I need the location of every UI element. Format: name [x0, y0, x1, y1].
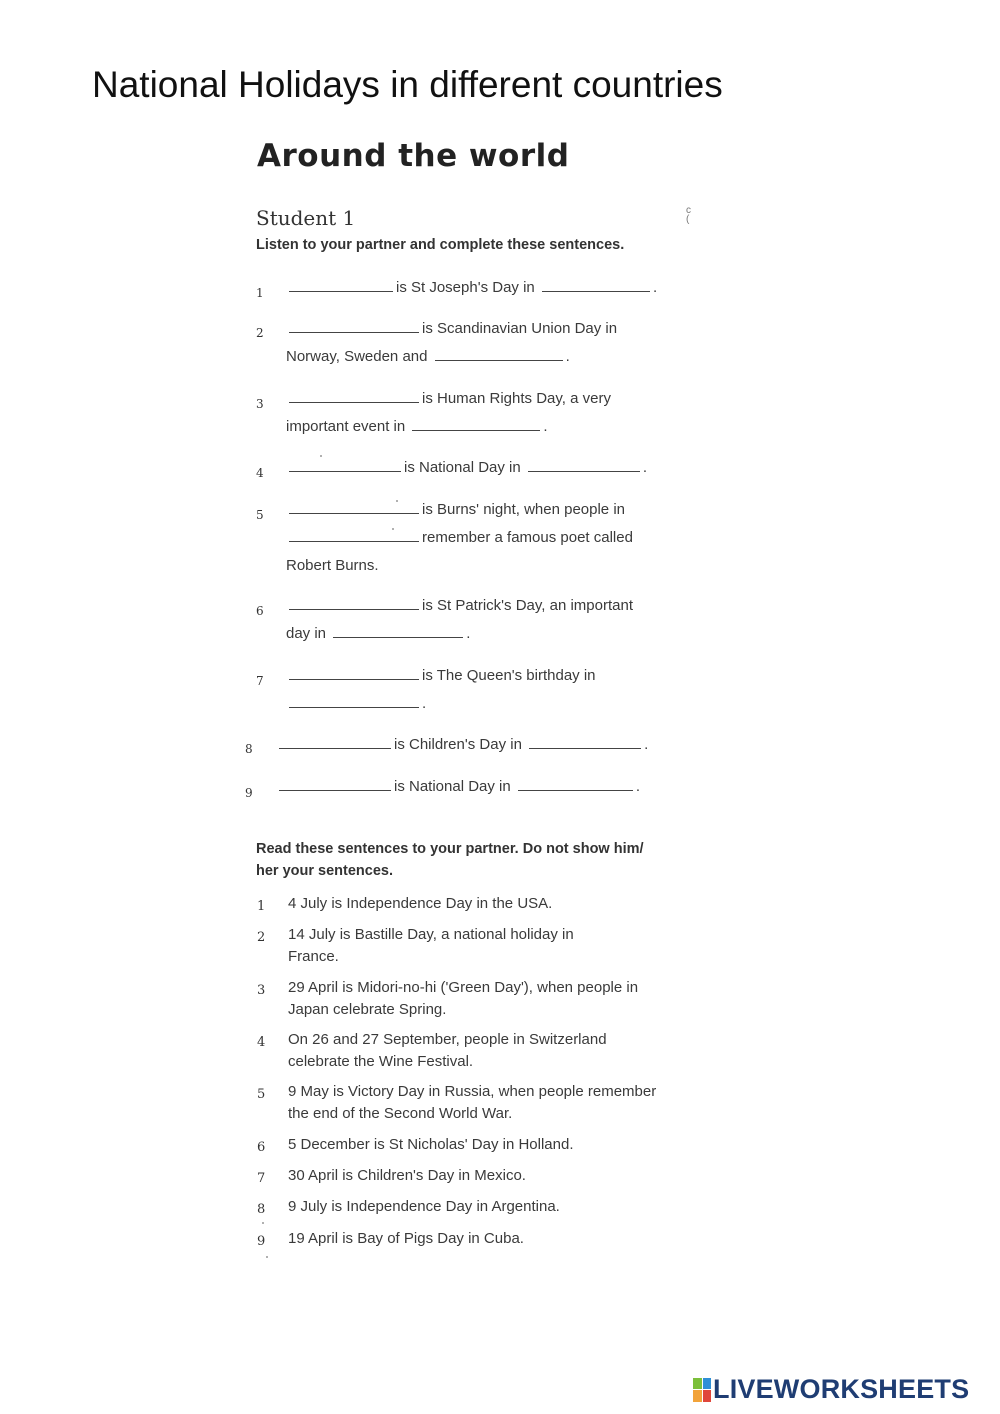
answer-text: 19 April is Bay of Pigs Day in Cuba.: [288, 1230, 524, 1247]
answer-4: [288, 1029, 607, 1073]
answer-3: [288, 977, 638, 1021]
question-text: .: [565, 348, 570, 365]
answer-9: [288, 1228, 524, 1250]
answer-text: 9 July is Independence Day in Argentina.: [288, 1198, 560, 1215]
instruction-listen: Listen to your partner and complete these sentences.: [256, 237, 625, 253]
answer-blank[interactable]: [289, 331, 419, 333]
question-text: remember a famous poet called: [422, 529, 633, 546]
answer-text: 30 April is Children's Day in Mexico.: [288, 1167, 526, 1184]
answer-text: 4 July is Independence Day in the USA.: [288, 895, 553, 912]
instruction-read-line: her your sentences.: [256, 863, 393, 879]
question-text: is The Queen's birthday in: [422, 667, 596, 684]
answer-blank[interactable]: [528, 470, 640, 472]
question-number: 5: [256, 508, 264, 522]
question-text: is National Day in: [404, 459, 521, 476]
question-text: is St Patrick's Day, an important: [422, 597, 633, 614]
scan-speck: [262, 1222, 264, 1224]
answer-text: Japan celebrate Spring.: [288, 1001, 447, 1018]
answer-number: 5: [257, 1087, 266, 1102]
answer-blank[interactable]: [289, 512, 419, 514]
answer-text: 14 July is Bastille Day, a national holiday in: [288, 926, 574, 943]
question-1: [286, 274, 657, 302]
question-number: 2: [256, 326, 264, 340]
question-number: 8: [245, 742, 253, 756]
question-text: is Children's Day in: [394, 736, 522, 753]
answer-blank[interactable]: [529, 747, 641, 749]
scan-speck: [266, 1256, 268, 1258]
instruction-read: [256, 838, 644, 882]
answer-blank[interactable]: [279, 789, 391, 791]
answer-2: [288, 924, 574, 968]
answer-number: 7: [257, 1171, 266, 1186]
scan-speck: [320, 455, 322, 457]
answer-blank[interactable]: [289, 470, 401, 472]
instruction-read-line: Read these sentences to your partner. Do not show him/: [256, 841, 644, 857]
question-text: day in: [286, 625, 327, 642]
question-text: is Human Rights Day, a very: [422, 390, 611, 407]
liveworksheets-logo: [693, 1374, 969, 1405]
answer-number: 6: [257, 1140, 266, 1155]
answer-text: 9 May is Victory Day in Russia, when people remember: [288, 1083, 657, 1100]
answer-number: 8: [257, 1202, 266, 1217]
question-7: [286, 662, 596, 718]
question-3: [286, 385, 611, 441]
question-text: .: [644, 736, 649, 753]
answer-blank[interactable]: [435, 359, 563, 361]
question-text: is St Joseph's Day in: [396, 279, 535, 296]
question-8: [276, 731, 648, 759]
answer-blank[interactable]: [279, 747, 391, 749]
question-text: is National Day in: [394, 778, 511, 795]
question-number: 1: [256, 286, 264, 300]
answer-blank[interactable]: [289, 401, 419, 403]
answer-number: 3: [257, 983, 266, 998]
question-number: 7: [256, 674, 264, 688]
question-text: .: [422, 695, 427, 712]
answer-blank[interactable]: [289, 608, 419, 610]
answer-blank[interactable]: [542, 290, 650, 292]
answer-8: [288, 1196, 560, 1218]
student-label: Student 1: [256, 206, 356, 230]
answer-blank[interactable]: [289, 290, 393, 292]
answer-blank[interactable]: [289, 706, 419, 708]
question-9: [276, 773, 640, 801]
question-6: [286, 592, 633, 648]
answer-text: 5 December is St Nicholas' Day in Holland.: [288, 1136, 574, 1153]
scan-speck: [396, 500, 398, 502]
answer-blank[interactable]: [412, 429, 540, 431]
question-text: .: [642, 459, 648, 476]
answer-text: France.: [288, 948, 339, 965]
logo-mark-icon: [693, 1378, 711, 1402]
answer-blank[interactable]: [289, 540, 419, 542]
question-number: 6: [256, 604, 264, 618]
answer-7: [288, 1165, 526, 1187]
question-number: 9: [245, 786, 253, 800]
question-text: is Burns' night, when people in: [422, 501, 625, 518]
answer-text: celebrate the Wine Festival.: [288, 1053, 474, 1070]
answer-blank[interactable]: [289, 678, 419, 680]
question-text: Norway, Sweden and: [286, 348, 428, 365]
margin-mark: c (: [686, 205, 691, 225]
answer-text: the end of the Second World War.: [288, 1105, 513, 1122]
answer-blank[interactable]: [333, 636, 463, 638]
logo-text: LIVEWORKSHEETS: [713, 1374, 970, 1404]
question-number: 4: [256, 466, 264, 480]
question-text: .: [543, 418, 548, 435]
page-title: National Holidays in different countries: [92, 64, 723, 105]
question-5: [286, 496, 633, 580]
answer-number: 9: [257, 1234, 266, 1249]
worksheet-heading: Around the world: [257, 138, 570, 174]
answer-text: 29 April is Midori-no-hi ('Green Day'), when people in: [288, 979, 639, 996]
scan-speck: [392, 528, 394, 530]
answer-number: 2: [257, 930, 266, 945]
answer-5: [288, 1081, 656, 1125]
answer-blank[interactable]: [518, 789, 633, 791]
answer-text: On 26 and 27 September, people in Switzerland: [288, 1031, 607, 1048]
question-number: 3: [256, 397, 264, 411]
answer-6: [288, 1134, 573, 1156]
answer-1: [288, 893, 552, 915]
question-4: [286, 454, 647, 482]
question-text: .: [652, 279, 658, 296]
question-2: [286, 315, 617, 371]
question-text: important event in: [286, 418, 406, 435]
answer-number: 1: [257, 899, 266, 914]
question-text: is Scandinavian Union Day in: [422, 320, 618, 337]
question-text: .: [635, 778, 641, 795]
question-text: Robert Burns.: [286, 557, 379, 574]
answer-number: 4: [257, 1035, 266, 1050]
question-text: .: [466, 625, 471, 642]
